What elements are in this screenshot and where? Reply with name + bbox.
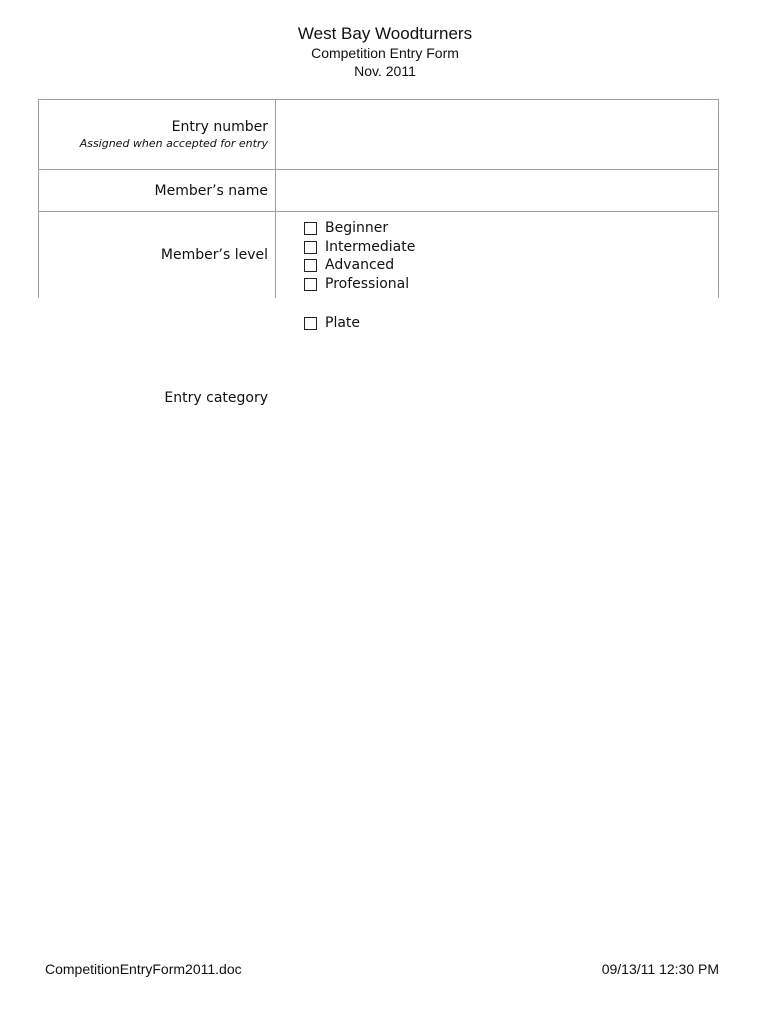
intermediate-checkbox[interactable] [304,241,317,254]
level-option-advanced[interactable] [304,257,394,273]
level-option-professional[interactable] [304,276,409,292]
form-date: Nov. 2011 [354,63,416,79]
beginner-label: Beginner [325,220,389,236]
entry-number-field[interactable] [276,100,718,169]
table-border-right [718,99,719,298]
professional-checkbox[interactable] [304,278,317,291]
beginner-checkbox[interactable] [304,222,317,235]
plate-label: Plate [325,315,361,331]
entry-number-note: Assigned when accepted for entry [79,137,268,150]
footer-filename: CompetitionEntryForm2011.doc [45,961,242,977]
member-level-label: Member’s level [160,247,268,263]
advanced-checkbox[interactable] [304,259,317,272]
intermediate-label: Intermediate [325,239,416,255]
form-org-title: West Bay Woodturners [297,24,473,43]
member-name-label: Member’s name [154,183,268,199]
member-name-field[interactable] [276,170,718,211]
table-border-left [38,99,39,298]
category-option-plate[interactable] [304,315,360,331]
entry-number-label: Entry number [171,119,268,135]
footer-timestamp: 09/13/11 12:30 PM [601,961,719,977]
level-option-beginner[interactable] [304,220,388,236]
advanced-label: Advanced [325,257,395,273]
form-subtitle: Competition Entry Form [311,45,459,61]
entry-category-label: Entry category [164,390,268,406]
plate-checkbox[interactable] [304,317,317,330]
professional-label: Professional [325,276,410,292]
level-option-intermediate[interactable] [304,239,415,255]
table-row-divider-2 [38,211,719,212]
